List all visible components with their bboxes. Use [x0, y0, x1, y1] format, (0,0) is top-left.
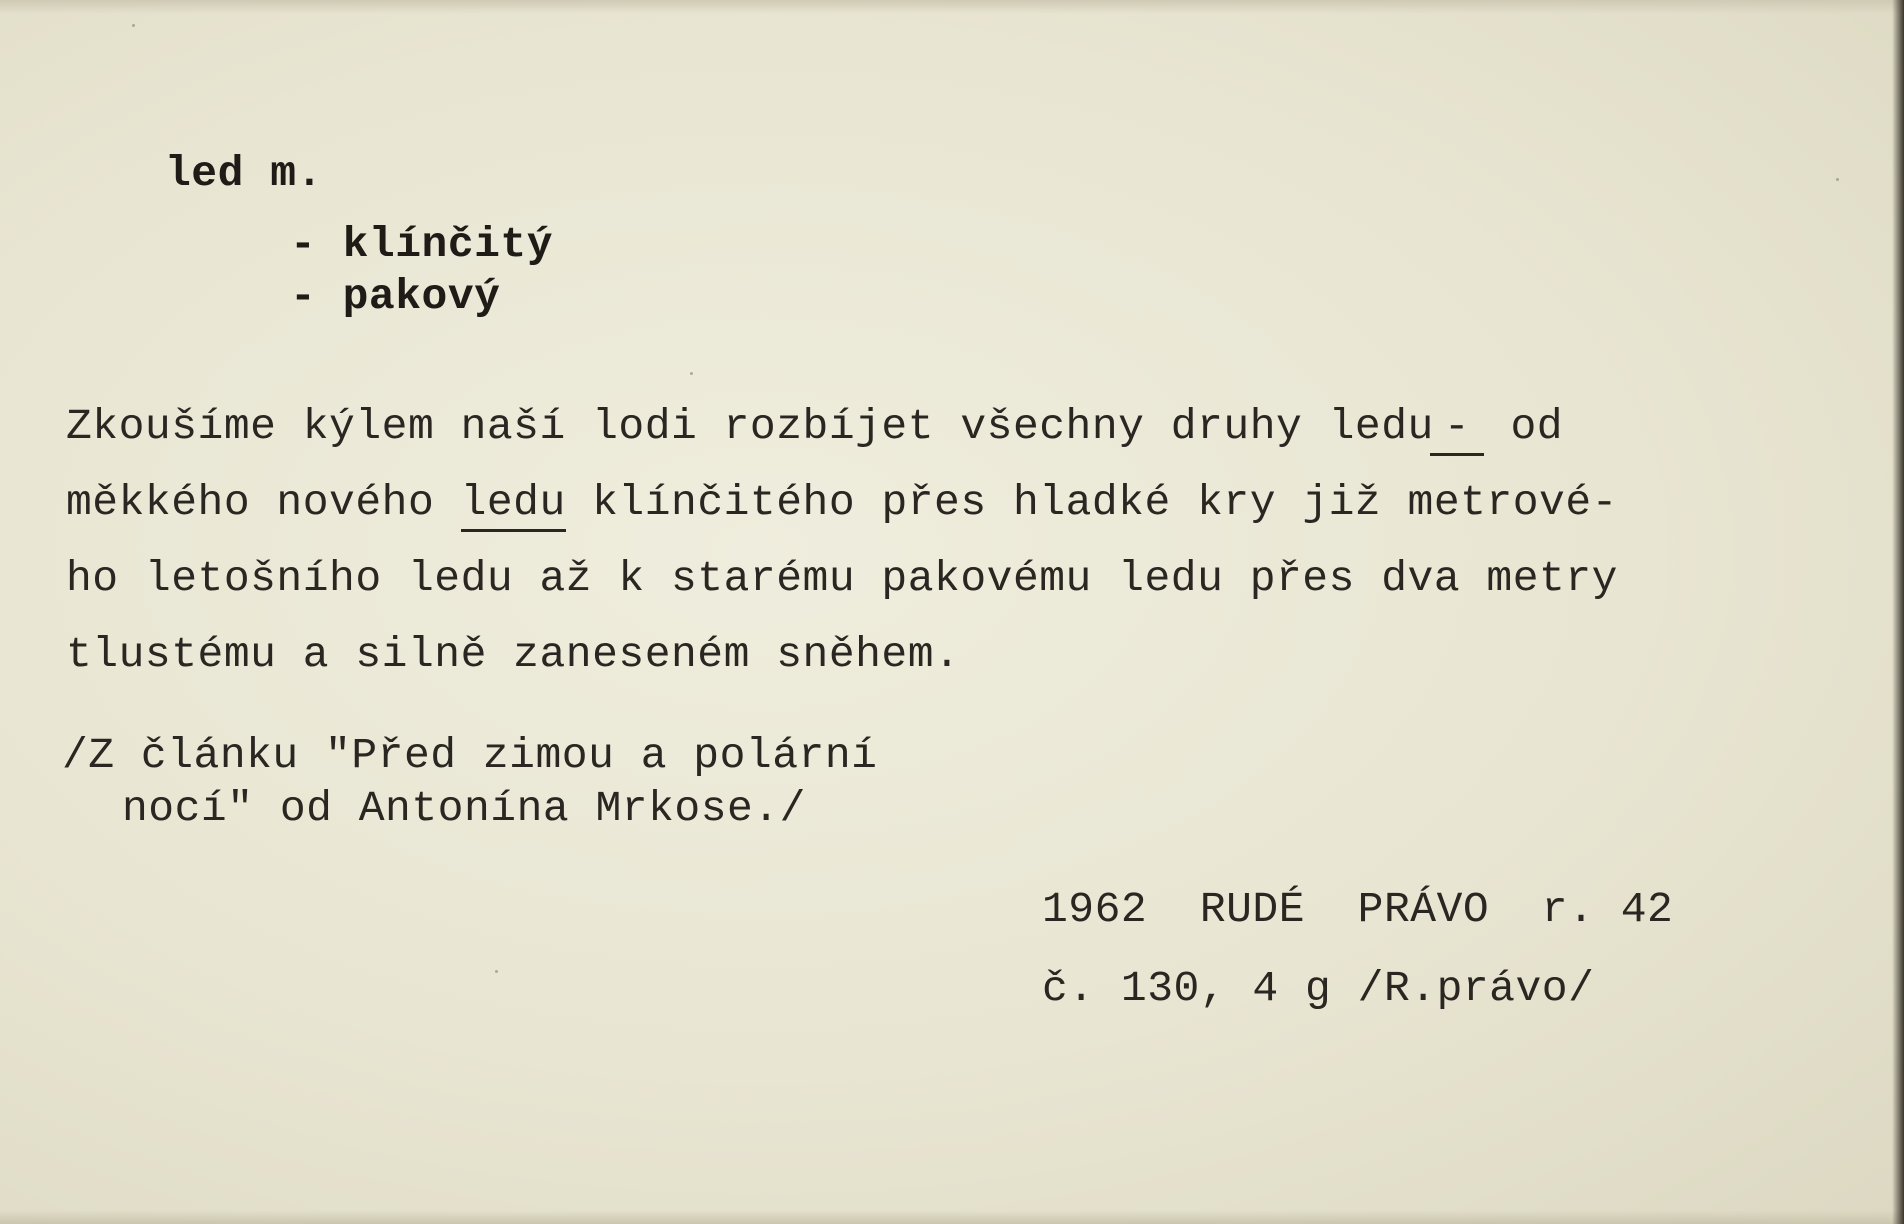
card-right-edge	[1892, 0, 1904, 1224]
subentry-klincity: - klínčitý	[290, 220, 554, 269]
quote-line-2-end: klínčitého přes hladké kry již metrové-	[565, 478, 1618, 527]
quote-line-1-text: Zkoušíme kýlem naší lodi rozbíjet všechny druhy ledu	[66, 402, 1434, 451]
paper-speck	[1836, 178, 1839, 181]
quote-line-1-end: od	[1510, 402, 1564, 451]
source-note-line-2: nocí" od Antonína Mrkose./	[122, 784, 806, 833]
quote-line-2-start: měkkého nového	[66, 478, 461, 527]
quote-line-2	[66, 478, 1618, 527]
subentry-pakovy: - pakový	[290, 272, 501, 321]
citation-line-1: 1962 RUDÉ PRÁVO r. 42	[1042, 885, 1674, 934]
quote-underlined-word: ledu	[461, 478, 566, 532]
paper-speck	[690, 372, 693, 375]
headword: led m.	[165, 149, 323, 198]
quote-line-3: ho letošního ledu až k starému pakovému ledu přes dva metry	[66, 554, 1618, 603]
card-top-edge	[0, 0, 1904, 14]
quote-line-1	[66, 402, 1564, 451]
quote-line-4: tlustému a silně zaneseném sněhem.	[66, 630, 961, 679]
card-bottom-edge	[0, 1210, 1904, 1224]
quote-line-1-dash: -	[1430, 402, 1484, 456]
paper-speck	[132, 24, 135, 27]
paper-speck	[495, 970, 498, 973]
source-note-line-1: /Z článku "Před zimou a polární	[62, 731, 878, 780]
citation-line-2: č. 130, 4 g /R.právo/	[1042, 964, 1595, 1013]
